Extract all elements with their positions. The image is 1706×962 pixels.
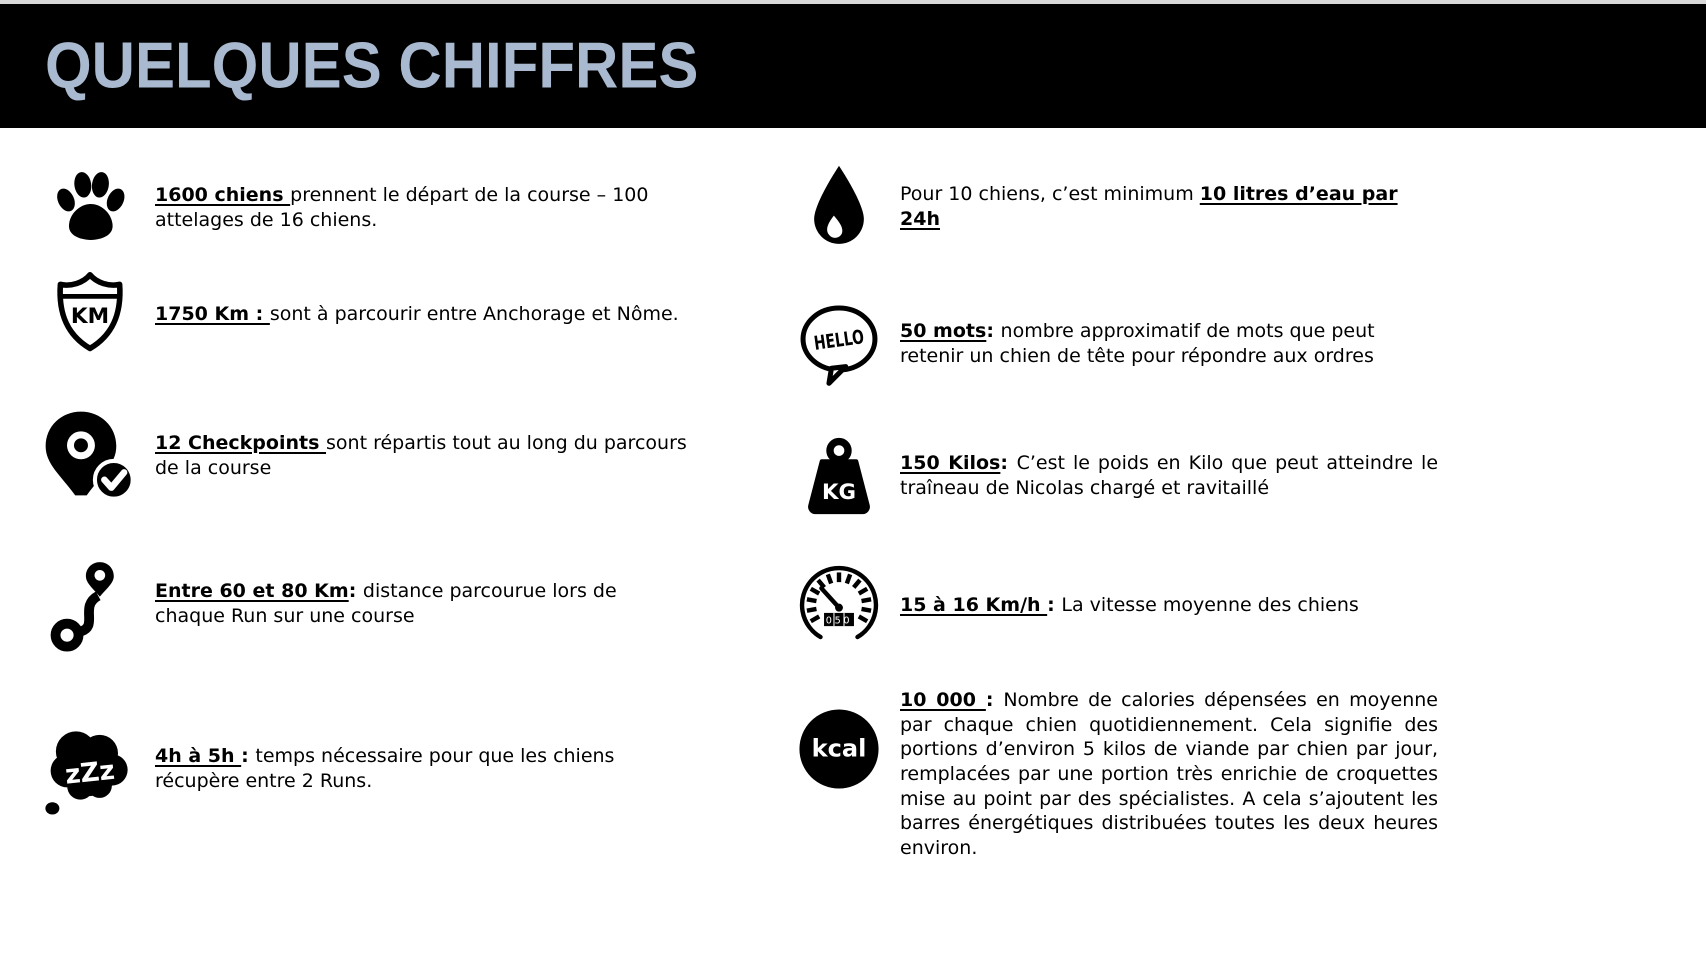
km-shield-label: KM <box>70 303 110 329</box>
fact-text-rest: distance parcourue lors de chaque Run sur une course <box>155 580 617 627</box>
fact-text-lead: 150 Kilos <box>900 452 1001 475</box>
fact-row-dogs <box>25 155 697 260</box>
fact-text-rest: prennent le départ de la course – 100 attelages de 16 chiens. <box>155 183 649 231</box>
fact-row-checkpoints <box>25 400 697 512</box>
kcal-label: kcal <box>811 734 867 763</box>
fact-row-sled-weight <box>778 424 1440 528</box>
fact-text <box>900 688 1438 861</box>
slide-header <box>0 4 1706 128</box>
fact-text <box>900 182 1438 231</box>
page-title: QUELQUES CHIFFRES <box>45 29 699 102</box>
hello-speech-bubble-icon <box>778 302 900 386</box>
kg-label: KG <box>821 479 857 505</box>
fact-row-rest-time <box>25 713 697 825</box>
fact-text-lead: 15 à 16 Km/h <box>900 593 1048 616</box>
fact-text-rest: La vitesse moyenne des chiens <box>1061 593 1359 616</box>
fact-text <box>900 593 1438 618</box>
fact-text-lead: 10 litres d’eau par 24h <box>900 183 1398 230</box>
speedometer-icon <box>778 561 900 649</box>
fact-text-sep: : <box>1047 593 1062 616</box>
fact-text <box>155 431 690 480</box>
fact-row-calories <box>778 684 1440 860</box>
kg-weight-icon <box>778 436 900 516</box>
zzz-label: zZz <box>63 755 117 791</box>
fact-row-speed <box>778 554 1440 656</box>
paw-icon <box>25 168 155 248</box>
fact-text-rest: temps nécessaire pour que les chiens récupère entre 2 Runs. <box>155 745 615 792</box>
fact-text-rest: sont répartis tout au long du parcours de la course <box>155 432 687 479</box>
fact-text-lead: 12 Checkpoints <box>155 432 327 455</box>
fact-row-distance-total <box>25 258 697 370</box>
km-shield-icon <box>25 266 155 362</box>
water-drop-icon <box>778 163 900 251</box>
fact-text-rest: nombre approximatif de mots que peut retenir un chien de tête pour répondre aux ordres <box>900 320 1375 367</box>
fact-text <box>155 302 690 327</box>
fact-row-run-distance <box>25 545 697 663</box>
fact-text-pre: Pour 10 chiens, c’est minimum <box>900 183 1200 206</box>
fact-text-lead: 50 mots <box>900 320 987 343</box>
fact-text-sep: : <box>241 745 256 768</box>
checkpoint-pin-icon <box>25 410 155 502</box>
fact-text-lead: 10 000 <box>900 689 986 711</box>
fact-text-lead: Entre 60 et 80 Km <box>155 580 349 603</box>
fact-text <box>900 319 1438 368</box>
fact-row-words <box>778 296 1440 392</box>
route-icon <box>25 551 155 657</box>
fact-text-lead: 1600 chiens <box>155 183 291 206</box>
kcal-icon <box>778 706 900 792</box>
fact-text-lead: 4h à 5h <box>155 745 242 768</box>
fact-row-water <box>778 152 1440 262</box>
fact-text-sep: : <box>348 580 363 603</box>
fact-text-rest: sont à parcourir entre Anchorage et Nôme. <box>269 302 679 325</box>
sleep-zzz-icon <box>25 720 155 818</box>
fact-text-sep: : <box>985 689 1004 711</box>
fact-text-lead: 1750 Km : <box>155 302 270 325</box>
fact-text <box>155 579 690 628</box>
speed-display-label: 050 <box>825 615 853 627</box>
fact-text <box>155 744 690 793</box>
fact-text <box>900 451 1438 500</box>
fact-text-sep: : <box>986 320 1001 343</box>
hello-label: HELLO <box>812 322 885 355</box>
fact-text-rest: Nombre de calories dépensées en moyenne par chaque chien quotidiennement. Cela signifie des portions d’environ 5 kilos de viande par chien par jour, remplacées par une portion très enrichie de croquettes mise au point par des spécialistes. A cela s’ajoutent les barres énergétiques distribuées toutes les deux heures environ. <box>900 689 1438 860</box>
fact-text <box>155 183 690 232</box>
fact-text-rest: C’est le poids en Kilo que peut atteindre le traîneau de Nicolas chargé et ravitaillé <box>900 452 1439 499</box>
fact-text-sep: : <box>1000 452 1017 475</box>
